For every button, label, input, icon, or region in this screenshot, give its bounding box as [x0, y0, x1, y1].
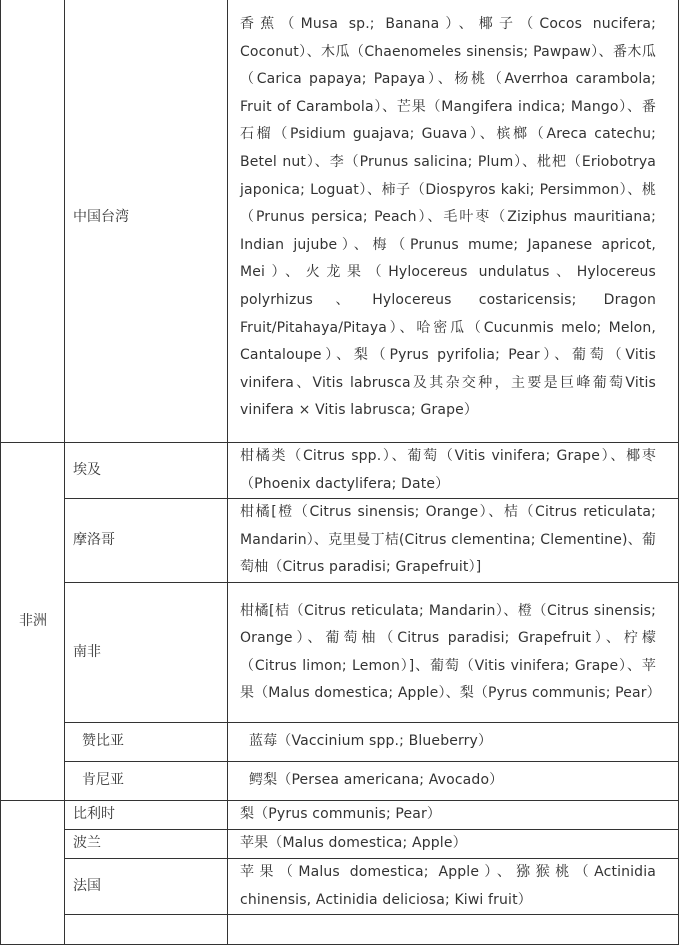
region-cell: 非洲: [1, 443, 65, 801]
fruit-list-cell-empty: [228, 915, 679, 945]
fruit-list-cell: 鳄梨（Persea americana; Avocado）: [228, 762, 679, 801]
fruit-list-cell: 柑橘[桔（Citrus reticulata; Mandarin）、橙（Citrus sinensis; Orange）、葡萄柚（Citrus paradisi; Grapefruit）、柠檬（Citrus limon; Lemon）]、葡萄（Vitis vinifera; Grape）、苹果（Malus domestica; Apple）、梨（Pyrus communis; Pear）: [228, 583, 679, 723]
fruit-list-cell: 香蕉（Musa sp.; Banana）、椰子（Cocos nucifera; Coconut）、木瓜（Chaenomeles sinensis; Pawpaw）、番木瓜（Carica papaya; Papaya）、杨桃（Averrhoa carambola; Fruit of Carambola）、芒果（Mangifera indica; Mango）、番石榴（Psidium guajava; Guava）、槟榔（Areca catechu; Betel nut）、李（Prunus salicina; Plum）、枇杷（Eriobotrya japonica; Loguat）、柿子（Diospyros kaki; Persimmon）、桃（Prunus persica; Peach）、毛叶枣（Ziziphus mauritiana; Indian jujube）、梅（Prunus mume; Japanese apricot, Mei）、火龙果（Hylocereus undulatus、Hylocereus polyrhizus、Hylocereus costaricensis; Dragon Fruit/Pitahaya/Pitaya）、哈密瓜（Cucunmis melo; Melon, Cantaloupe）、梨（Pyrus pyrifolia; Pear）、葡萄（Vitis vinifera、Vitis labrusca及其杂交种，主要是巨峰葡萄Vitis vinifera × Vitis labrusca; Grape）: [228, 0, 679, 443]
fruit-list-cell: 苹果（Malus domestica; Apple）: [228, 830, 679, 859]
country-cell: 埃及: [65, 443, 228, 499]
region-cell-empty: [1, 0, 65, 443]
table-row: [1, 859, 679, 915]
fruit-list-cell: 柑橘类（Citrus spp.）、葡萄（Vitis vinifera; Grape）、椰枣（Phoenix dactylifera; Date）: [228, 443, 679, 499]
table-row: [1, 583, 679, 723]
fruit-list-cell: 苹果（Malus domestica; Apple）、猕猴桃（Actinidia chinensis, Actinidia deliciosa; Kiwi fruit）: [228, 859, 679, 915]
fruit-list-cell: 柑橘[橙（Citrus sinensis; Orange）、桔（Citrus reticulata; Mandarin）、克里曼丁桔(Citrus clementina; Clementine)、葡萄柚（Citrus paradisi; Grapefruit）]: [228, 499, 679, 583]
region-cell-empty: [1, 801, 65, 945]
country-cell: 法国: [65, 859, 228, 915]
table-row: [1, 723, 679, 762]
country-cell: 赞比亚: [65, 723, 228, 762]
country-cell-empty: [65, 915, 228, 945]
table-row: [1, 443, 679, 499]
country-cell: 中国台湾: [65, 0, 228, 443]
fruit-list-cell: 梨（Pyrus communis; Pear）: [228, 801, 679, 830]
country-cell: 摩洛哥: [65, 499, 228, 583]
table-row: [1, 762, 679, 801]
table-row: [1, 801, 679, 830]
country-cell: 波兰: [65, 830, 228, 859]
fruit-list-cell: 蓝莓（Vaccinium spp.; Blueberry）: [228, 723, 679, 762]
table-row: [1, 915, 679, 945]
table-row: [1, 0, 679, 443]
table-row: [1, 499, 679, 583]
country-cell: 南非: [65, 583, 228, 723]
country-cell: 比利时: [65, 801, 228, 830]
country-cell: 肯尼亚: [65, 762, 228, 801]
table-row: [1, 830, 679, 859]
